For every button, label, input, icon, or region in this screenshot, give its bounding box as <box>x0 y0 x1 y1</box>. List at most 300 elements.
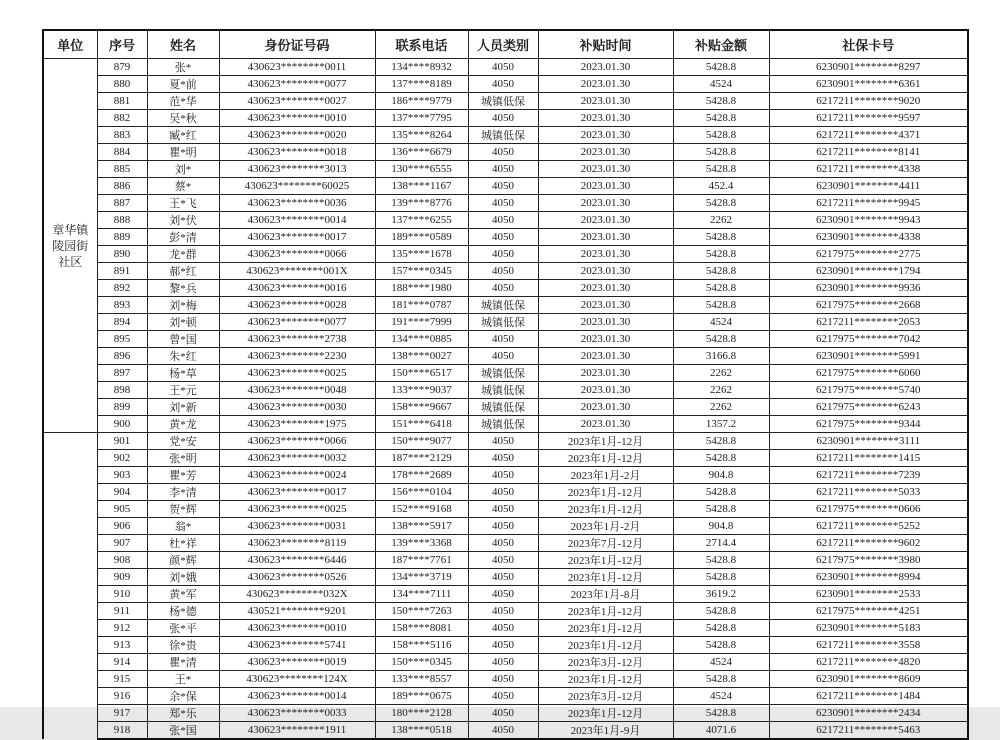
cell-serial: 894 <box>97 314 147 331</box>
cell-id-number: 430623********0036 <box>219 195 375 212</box>
table-row <box>43 246 968 263</box>
table-row <box>43 93 968 110</box>
cell-phone: 150****0345 <box>375 654 468 671</box>
cell-category: 4050 <box>468 59 538 76</box>
cell-name: 瞿*明 <box>147 144 219 161</box>
table-row <box>43 297 968 314</box>
cell-subsidy-amount: 5428.8 <box>673 433 769 450</box>
cell-id-number: 430623********0016 <box>219 280 375 297</box>
cell-category: 4050 <box>468 212 538 229</box>
cell-phone: 158****8081 <box>375 620 468 637</box>
cell-name: 王* <box>147 671 219 688</box>
cell-serial: 899 <box>97 399 147 416</box>
cell-subsidy-time: 2023.01.30 <box>538 399 673 416</box>
cell-name: 曾*国 <box>147 331 219 348</box>
cell-serial: 890 <box>97 246 147 263</box>
cell-subsidy-time: 2023年1月-12月 <box>538 569 673 586</box>
cell-id-number: 430623********0048 <box>219 382 375 399</box>
cell-subsidy-time: 2023.01.30 <box>538 365 673 382</box>
cell-subsidy-amount: 5428.8 <box>673 450 769 467</box>
table-row <box>43 212 968 229</box>
cell-subsidy-amount: 5428.8 <box>673 246 769 263</box>
cell-card-number: 6217975********0606 <box>769 501 968 518</box>
unit-label: 章华镇陵园街社区 <box>52 222 89 269</box>
cell-category: 城镇低保 <box>468 399 538 416</box>
cell-serial: 908 <box>97 552 147 569</box>
table-row <box>43 433 968 450</box>
cell-subsidy-amount: 3166.8 <box>673 348 769 365</box>
cell-phone: 133****9037 <box>375 382 468 399</box>
cell-subsidy-amount: 5428.8 <box>673 501 769 518</box>
header-subsidy-time: 补贴时间 <box>538 30 673 59</box>
cell-subsidy-amount: 3619.2 <box>673 586 769 603</box>
cell-subsidy-time: 2023年3月-12月 <box>538 654 673 671</box>
cell-card-number: 6217211********1415 <box>769 450 968 467</box>
cell-subsidy-amount: 5428.8 <box>673 603 769 620</box>
cell-subsidy-time: 2023年1月-8月 <box>538 586 673 603</box>
table-row <box>43 314 968 331</box>
cell-card-number: 6230901********8994 <box>769 569 968 586</box>
cell-category: 4050 <box>468 484 538 501</box>
cell-card-number: 6217211********9020 <box>769 93 968 110</box>
cell-phone: 150****6517 <box>375 365 468 382</box>
cell-id-number: 430623********0010 <box>219 620 375 637</box>
cell-subsidy-amount: 2262 <box>673 399 769 416</box>
cell-category: 4050 <box>468 637 538 654</box>
cell-card-number: 6217211********5463 <box>769 722 968 740</box>
cell-subsidy-amount: 5428.8 <box>673 705 769 722</box>
cell-name: 郑*乐 <box>147 705 219 722</box>
cell-name: 刘*梅 <box>147 297 219 314</box>
cell-phone: 134****8932 <box>375 59 468 76</box>
cell-card-number: 6230901********9936 <box>769 280 968 297</box>
cell-category: 4050 <box>468 246 538 263</box>
cell-id-number: 430623********0025 <box>219 501 375 518</box>
table-row <box>43 263 968 280</box>
cell-category: 4050 <box>468 144 538 161</box>
cell-subsidy-time: 2023年1月-12月 <box>538 433 673 450</box>
cell-category: 4050 <box>468 671 538 688</box>
cell-category: 4050 <box>468 229 538 246</box>
cell-card-number: 6230901********4411 <box>769 178 968 195</box>
cell-card-number: 6217975********6243 <box>769 399 968 416</box>
cell-subsidy-amount: 5428.8 <box>673 620 769 637</box>
cell-id-number: 430623********3013 <box>219 161 375 178</box>
table-row <box>43 178 968 195</box>
table-row <box>43 603 968 620</box>
cell-subsidy-amount: 5428.8 <box>673 484 769 501</box>
cell-subsidy-time: 2023年1月-2月 <box>538 518 673 535</box>
cell-category: 4050 <box>468 688 538 705</box>
cell-subsidy-time: 2023.01.30 <box>538 331 673 348</box>
cell-phone: 178****2689 <box>375 467 468 484</box>
header-row <box>43 30 968 59</box>
cell-category: 4050 <box>468 535 538 552</box>
cell-phone: 135****1678 <box>375 246 468 263</box>
cell-name: 瞿*清 <box>147 654 219 671</box>
cell-card-number: 6230901********8297 <box>769 59 968 76</box>
table-row <box>43 416 968 433</box>
cell-subsidy-time: 2023.01.30 <box>538 314 673 331</box>
cell-category: 4050 <box>468 433 538 450</box>
cell-phone: 134****3719 <box>375 569 468 586</box>
cell-category: 4050 <box>468 467 538 484</box>
cell-name: 朱*红 <box>147 348 219 365</box>
unit-column-left-edge-extension <box>42 684 44 695</box>
cell-subsidy-time: 2023年1月-12月 <box>538 501 673 518</box>
cell-category: 4050 <box>468 705 538 722</box>
cell-subsidy-time: 2023.01.30 <box>538 110 673 127</box>
cell-name: 杨*草 <box>147 365 219 382</box>
cell-serial: 913 <box>97 637 147 654</box>
cell-subsidy-time: 2023.01.30 <box>538 76 673 93</box>
cell-category: 4050 <box>468 161 538 178</box>
cell-id-number: 430623********0066 <box>219 433 375 450</box>
cell-phone: 135****8264 <box>375 127 468 144</box>
cell-serial: 885 <box>97 161 147 178</box>
cell-subsidy-amount: 5428.8 <box>673 93 769 110</box>
cell-subsidy-amount: 5428.8 <box>673 331 769 348</box>
cell-subsidy-amount: 5428.8 <box>673 280 769 297</box>
table-row <box>43 484 968 501</box>
cell-id-number: 430623********1911 <box>219 722 375 740</box>
table-row <box>43 365 968 382</box>
cell-category: 4050 <box>468 518 538 535</box>
cell-phone: 187****2129 <box>375 450 468 467</box>
cell-name: 黄*龙 <box>147 416 219 433</box>
table-row <box>43 705 968 722</box>
cell-phone: 136****6679 <box>375 144 468 161</box>
cell-card-number: 6217211********4820 <box>769 654 968 671</box>
cell-phone: 191****7999 <box>375 314 468 331</box>
cell-id-number: 430623********0066 <box>219 246 375 263</box>
cell-subsidy-time: 2023.01.30 <box>538 263 673 280</box>
cell-name: 王*飞 <box>147 195 219 212</box>
cell-serial: 901 <box>97 433 147 450</box>
cell-id-number: 430623********2230 <box>219 348 375 365</box>
cell-category: 城镇低保 <box>468 416 538 433</box>
cell-phone: 134****7111 <box>375 586 468 603</box>
cell-name: 刘*娥 <box>147 569 219 586</box>
cell-subsidy-amount: 2262 <box>673 365 769 382</box>
cell-phone: 150****9077 <box>375 433 468 450</box>
cell-serial: 897 <box>97 365 147 382</box>
cell-subsidy-amount: 5428.8 <box>673 569 769 586</box>
cell-card-number: 6217975********4251 <box>769 603 968 620</box>
cell-subsidy-amount: 5428.8 <box>673 297 769 314</box>
cell-id-number: 430623********0025 <box>219 365 375 382</box>
cell-serial: 914 <box>97 654 147 671</box>
table-row <box>43 76 968 93</box>
header-unit: 单位 <box>43 30 97 59</box>
cell-category: 4050 <box>468 569 538 586</box>
cell-id-number: 430623********124X <box>219 671 375 688</box>
cell-subsidy-time: 2023.01.30 <box>538 416 673 433</box>
cell-serial: 889 <box>97 229 147 246</box>
cell-id-number: 430623********0033 <box>219 705 375 722</box>
cell-category: 4050 <box>468 76 538 93</box>
table-row <box>43 280 968 297</box>
cell-subsidy-amount: 4524 <box>673 688 769 705</box>
table-row <box>43 382 968 399</box>
cell-name: 贺*辉 <box>147 501 219 518</box>
cell-category: 城镇低保 <box>468 314 538 331</box>
cell-subsidy-time: 2023年1月-12月 <box>538 484 673 501</box>
cell-name: 党*安 <box>147 433 219 450</box>
cell-name: 吴*秋 <box>147 110 219 127</box>
cell-category: 城镇低保 <box>468 297 538 314</box>
cell-id-number: 430623********60025 <box>219 178 375 195</box>
cell-serial: 911 <box>97 603 147 620</box>
cell-phone: 139****8776 <box>375 195 468 212</box>
cell-category: 4050 <box>468 348 538 365</box>
table-row <box>43 586 968 603</box>
cell-subsidy-amount: 4524 <box>673 654 769 671</box>
cell-card-number: 6230901********3111 <box>769 433 968 450</box>
cell-id-number: 430623********0020 <box>219 127 375 144</box>
cell-phone: 134****0885 <box>375 331 468 348</box>
cell-subsidy-time: 2023.01.30 <box>538 382 673 399</box>
table-row <box>43 161 968 178</box>
cell-category: 4050 <box>468 178 538 195</box>
header-serial: 序号 <box>97 30 147 59</box>
cell-name: 郝*红 <box>147 263 219 280</box>
cell-subsidy-time: 2023.01.30 <box>538 161 673 178</box>
header-id-number: 身份证号码 <box>219 30 375 59</box>
cell-subsidy-time: 2023.01.30 <box>538 195 673 212</box>
cell-id-number: 430623********0014 <box>219 688 375 705</box>
cell-name: 颜*辉 <box>147 552 219 569</box>
cell-name: 刘* <box>147 161 219 178</box>
cell-serial: 879 <box>97 59 147 76</box>
cell-serial: 883 <box>97 127 147 144</box>
cell-subsidy-amount: 2714.4 <box>673 535 769 552</box>
cell-card-number: 6217211********5252 <box>769 518 968 535</box>
cell-category: 4050 <box>468 654 538 671</box>
table-row <box>43 654 968 671</box>
cell-subsidy-amount: 5428.8 <box>673 229 769 246</box>
cell-subsidy-amount: 5428.8 <box>673 637 769 654</box>
cell-id-number: 430623********1975 <box>219 416 375 433</box>
cell-subsidy-time: 2023.01.30 <box>538 246 673 263</box>
cell-card-number: 6217211********5033 <box>769 484 968 501</box>
cell-name: 余*保 <box>147 688 219 705</box>
cell-subsidy-time: 2023.01.30 <box>538 144 673 161</box>
cell-category: 城镇低保 <box>468 127 538 144</box>
cell-card-number: 6217211********7239 <box>769 467 968 484</box>
cell-phone: 138****5917 <box>375 518 468 535</box>
table-row <box>43 552 968 569</box>
cell-category: 4050 <box>468 501 538 518</box>
cell-id-number: 430623********0031 <box>219 518 375 535</box>
cell-subsidy-amount: 5428.8 <box>673 671 769 688</box>
cell-id-number: 430623********0017 <box>219 484 375 501</box>
cell-card-number: 6217211********1484 <box>769 688 968 705</box>
table-row <box>43 518 968 535</box>
cell-id-number: 430623********0028 <box>219 297 375 314</box>
cell-subsidy-amount: 2262 <box>673 212 769 229</box>
cell-subsidy-time: 2023年7月-12月 <box>538 535 673 552</box>
cell-serial: 903 <box>97 467 147 484</box>
cell-subsidy-time: 2023年1月-12月 <box>538 603 673 620</box>
cell-subsidy-time: 2023.01.30 <box>538 127 673 144</box>
cell-phone: 130****6555 <box>375 161 468 178</box>
cell-phone: 186****9779 <box>375 93 468 110</box>
cell-subsidy-amount: 452.4 <box>673 178 769 195</box>
table-row <box>43 59 968 76</box>
cell-serial: 893 <box>97 297 147 314</box>
cell-phone: 187****7761 <box>375 552 468 569</box>
cell-serial: 906 <box>97 518 147 535</box>
cell-id-number: 430623********0018 <box>219 144 375 161</box>
cell-serial: 880 <box>97 76 147 93</box>
cell-id-number: 430623********2738 <box>219 331 375 348</box>
cell-subsidy-amount: 1357.2 <box>673 416 769 433</box>
unit-cell <box>43 59 97 433</box>
cell-subsidy-time: 2023年1月-12月 <box>538 705 673 722</box>
cell-card-number: 6217975********2668 <box>769 297 968 314</box>
cell-serial: 884 <box>97 144 147 161</box>
cell-phone: 158****9667 <box>375 399 468 416</box>
cell-name: 杜*祥 <box>147 535 219 552</box>
cell-card-number: 6230901********1794 <box>769 263 968 280</box>
cell-serial: 915 <box>97 671 147 688</box>
cell-name: 张*国 <box>147 722 219 740</box>
cell-id-number: 430623********0077 <box>219 314 375 331</box>
cell-serial: 898 <box>97 382 147 399</box>
cell-category: 4050 <box>468 620 538 637</box>
cell-serial: 881 <box>97 93 147 110</box>
cell-name: 刘*伏 <box>147 212 219 229</box>
cell-phone: 158****5116 <box>375 637 468 654</box>
cell-category: 4050 <box>468 263 538 280</box>
cell-id-number: 430623********0017 <box>219 229 375 246</box>
cell-card-number: 6217975********6060 <box>769 365 968 382</box>
table-row <box>43 688 968 705</box>
cell-card-number: 6230901********2434 <box>769 705 968 722</box>
cell-name: 夏*前 <box>147 76 219 93</box>
cell-subsidy-amount: 5428.8 <box>673 263 769 280</box>
cell-id-number: 430623********0526 <box>219 569 375 586</box>
table-row <box>43 331 968 348</box>
cell-name: 翁* <box>147 518 219 535</box>
cell-serial: 888 <box>97 212 147 229</box>
cell-serial: 904 <box>97 484 147 501</box>
cell-subsidy-amount: 4524 <box>673 314 769 331</box>
cell-category: 4050 <box>468 603 538 620</box>
header-phone: 联系电话 <box>375 30 468 59</box>
table-row <box>43 348 968 365</box>
cell-name: 彭*清 <box>147 229 219 246</box>
header-card-number: 社保卡号 <box>769 30 968 59</box>
cell-card-number: 6217211********4371 <box>769 127 968 144</box>
header-subsidy-amount: 补贴金额 <box>673 30 769 59</box>
cell-name: 黎*兵 <box>147 280 219 297</box>
cell-serial: 916 <box>97 688 147 705</box>
cell-category: 4050 <box>468 450 538 467</box>
cell-phone: 181****0787 <box>375 297 468 314</box>
cell-card-number: 6217975********3980 <box>769 552 968 569</box>
cell-phone: 138****0518 <box>375 722 468 740</box>
header-category: 人员类别 <box>468 30 538 59</box>
cell-serial: 887 <box>97 195 147 212</box>
cell-subsidy-time: 2023年1月-12月 <box>538 552 673 569</box>
table-row <box>43 144 968 161</box>
cell-subsidy-time: 2023.01.30 <box>538 229 673 246</box>
cell-subsidy-amount: 5428.8 <box>673 144 769 161</box>
cell-id-number: 430623********032X <box>219 586 375 603</box>
cell-subsidy-time: 2023.01.30 <box>538 212 673 229</box>
table-row <box>43 671 968 688</box>
cell-subsidy-amount: 5428.8 <box>673 195 769 212</box>
cell-category: 4050 <box>468 280 538 297</box>
cell-subsidy-time: 2023.01.30 <box>538 59 673 76</box>
cell-id-number: 430623********0027 <box>219 93 375 110</box>
cell-name: 张*平 <box>147 620 219 637</box>
cell-card-number: 6217975********9344 <box>769 416 968 433</box>
cell-category: 城镇低保 <box>468 365 538 382</box>
cell-phone: 150****7263 <box>375 603 468 620</box>
cell-id-number: 430623********0030 <box>219 399 375 416</box>
cell-phone: 133****8557 <box>375 671 468 688</box>
cell-name: 龙*群 <box>147 246 219 263</box>
cell-serial: 892 <box>97 280 147 297</box>
cell-name: 刘*顿 <box>147 314 219 331</box>
cell-serial: 910 <box>97 586 147 603</box>
cell-category: 4050 <box>468 331 538 348</box>
cell-name: 杨*德 <box>147 603 219 620</box>
cell-category: 4050 <box>468 195 538 212</box>
cell-phone: 139****3368 <box>375 535 468 552</box>
cell-subsidy-amount: 4524 <box>673 76 769 93</box>
cell-subsidy-time: 2023.01.30 <box>538 297 673 314</box>
cell-name: 范*华 <box>147 93 219 110</box>
cell-subsidy-time: 2023年1月-9月 <box>538 722 673 740</box>
table-header <box>43 30 968 59</box>
cell-serial: 895 <box>97 331 147 348</box>
cell-subsidy-amount: 5428.8 <box>673 59 769 76</box>
cell-phone: 137****8189 <box>375 76 468 93</box>
subsidy-table <box>42 29 969 740</box>
cell-card-number: 6217975********2775 <box>769 246 968 263</box>
cell-card-number: 6230901********2533 <box>769 586 968 603</box>
cell-card-number: 6217211********8141 <box>769 144 968 161</box>
cell-name: 刘*新 <box>147 399 219 416</box>
table-row <box>43 450 968 467</box>
cell-id-number: 430623********0077 <box>219 76 375 93</box>
cell-card-number: 6217211********4338 <box>769 161 968 178</box>
cell-subsidy-time: 2023年1月-12月 <box>538 637 673 654</box>
cell-id-number: 430623********8119 <box>219 535 375 552</box>
header-name: 姓名 <box>147 30 219 59</box>
cell-serial: 896 <box>97 348 147 365</box>
cell-card-number: 6230901********8609 <box>769 671 968 688</box>
cell-serial: 909 <box>97 569 147 586</box>
cell-name: 张*明 <box>147 450 219 467</box>
cell-subsidy-amount: 5428.8 <box>673 552 769 569</box>
cell-category: 4050 <box>468 552 538 569</box>
cell-id-number: 430623********0010 <box>219 110 375 127</box>
table-row <box>43 569 968 586</box>
cell-category: 4050 <box>468 586 538 603</box>
table-row <box>43 229 968 246</box>
table-body <box>43 59 968 740</box>
cell-subsidy-time: 2023.01.30 <box>538 280 673 297</box>
cell-subsidy-time: 2023年1月-12月 <box>538 450 673 467</box>
cell-phone: 156****0104 <box>375 484 468 501</box>
cell-phone: 157****0345 <box>375 263 468 280</box>
cell-serial: 900 <box>97 416 147 433</box>
